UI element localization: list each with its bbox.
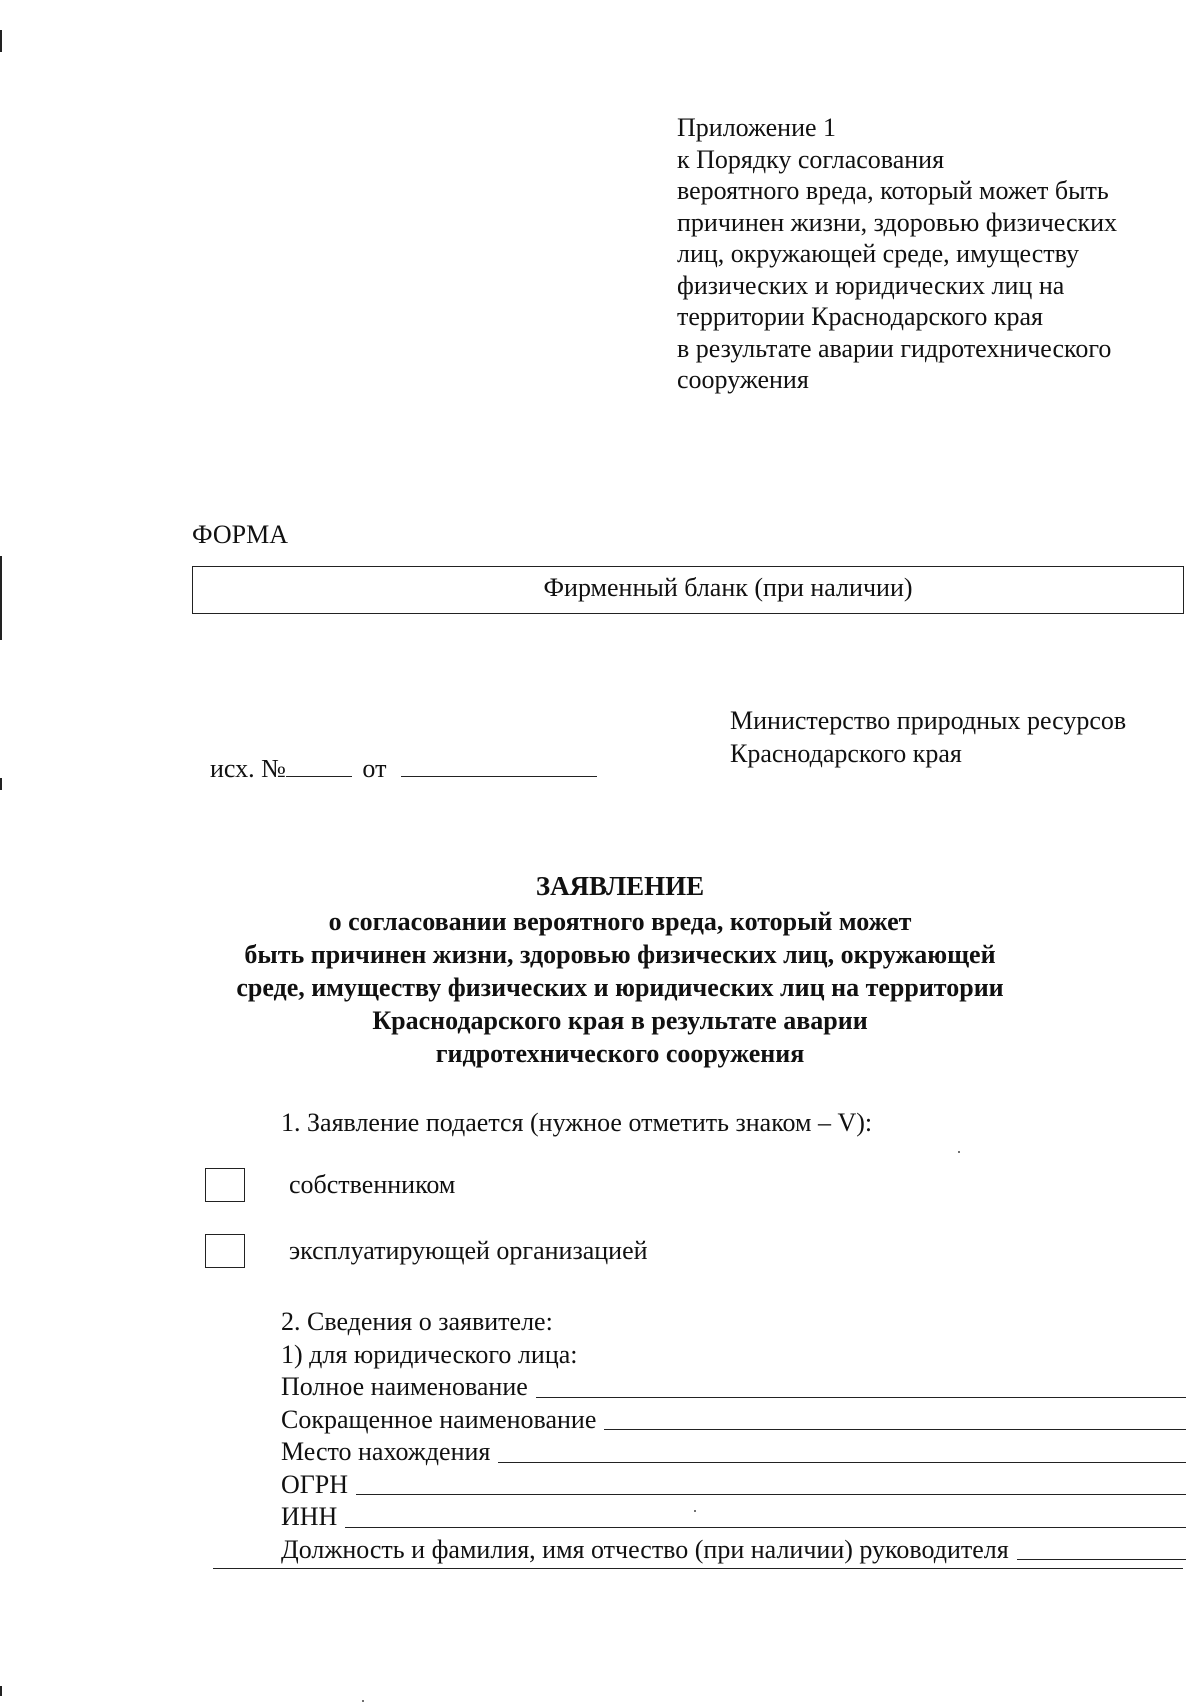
appendix-header — [677, 112, 1177, 396]
field-inn-label: ИНН — [281, 1502, 338, 1531]
field-head-input[interactable] — [1017, 1537, 1186, 1560]
appendix-line: к Порядку согласования — [677, 144, 945, 174]
option-owner-label: собственником — [289, 1170, 456, 1200]
letterhead-label: Фирменный бланк (при наличии) — [543, 573, 913, 602]
outgoing-date-field[interactable] — [401, 752, 597, 777]
field-short-name-label: Сокращенное наименование — [281, 1404, 597, 1434]
recipient-line: Краснодарского края — [730, 739, 962, 768]
field-head-continuation-line[interactable] — [213, 1566, 1183, 1569]
appendix-line: в результате аварии гидротехнического — [677, 333, 1112, 363]
scan-edge-mark — [0, 778, 2, 790]
title-line: о согласовании вероятного вреда, который может — [328, 907, 912, 936]
option-owner — [205, 1168, 455, 1202]
recipient-block — [730, 704, 1126, 770]
outgoing-number-field[interactable] — [286, 752, 352, 777]
letterhead-box — [192, 566, 1184, 614]
section-2 — [281, 1306, 1186, 1566]
field-head-label: Должность и фамилия, имя отчество (при наличии) руководителя — [281, 1534, 1009, 1564]
scan-edge-mark — [0, 556, 2, 640]
field-inn-input[interactable] — [345, 1505, 1186, 1528]
field-full-name-input[interactable] — [536, 1375, 1186, 1398]
section-2-subheading: 1) для юридического лица: — [281, 1339, 578, 1369]
field-location-label: Место нахождения — [281, 1437, 491, 1466]
appendix-line: вероятного вреда, который может быть — [677, 176, 1109, 205]
section-2-heading: 2. Сведения о заявителе: — [281, 1307, 553, 1336]
appendix-line: физических и юридических лиц на — [677, 270, 1065, 300]
scan-speck — [958, 1151, 960, 1153]
application-heading: ЗАЯВЛЕНИЕ — [535, 871, 705, 901]
scan-edge-mark — [0, 1686, 2, 1696]
field-ogrn — [281, 1469, 1186, 1502]
option-operator-label: эксплуатирующей организацией — [289, 1236, 648, 1266]
outgoing-number-label: исх. № — [210, 754, 286, 783]
appendix-line: Приложение 1 — [677, 113, 837, 142]
field-full-name — [281, 1371, 1186, 1404]
owner-checkbox[interactable] — [205, 1168, 245, 1202]
recipient-line: Министерство природных ресурсов — [730, 706, 1127, 735]
outgoing-reference — [210, 752, 597, 784]
appendix-line: сооружения — [677, 365, 809, 394]
field-head — [281, 1534, 1186, 1567]
section-1-text: 1. Заявление подается (нужное отметить знаком – V): — [281, 1108, 873, 1137]
field-short-name — [281, 1404, 1186, 1437]
form-label: ФОРМА — [192, 520, 288, 549]
title-line: Краснодарского края в результате аварии — [372, 1006, 868, 1035]
option-operator — [205, 1234, 648, 1268]
application-title — [230, 870, 1010, 1070]
operator-checkbox[interactable] — [205, 1234, 245, 1268]
field-full-name-label: Полное наименование — [281, 1372, 528, 1401]
title-line: гидротехнического сооружения — [435, 1039, 805, 1068]
scan-speck — [362, 1700, 364, 1702]
appendix-line: территории Краснодарского края — [677, 302, 1044, 331]
scan-speck — [694, 1510, 696, 1512]
title-line: быть причинен жизни, здоровью физических лиц, окружающей — [244, 940, 996, 969]
appendix-line: причинен жизни, здоровью физических — [677, 207, 1118, 237]
appendix-line: лиц, окружающей среде, имуществу — [677, 239, 1080, 268]
field-short-name-input[interactable] — [604, 1407, 1186, 1430]
field-inn — [281, 1501, 1186, 1534]
field-location-input[interactable] — [498, 1440, 1186, 1463]
title-line: среде, имуществу физических и юридических лиц на территории — [236, 973, 1004, 1002]
scan-edge-mark — [0, 30, 2, 52]
field-ogrn-label: ОГРН — [281, 1469, 349, 1499]
field-ogrn-input[interactable] — [356, 1472, 1186, 1495]
outgoing-date-label: от — [362, 754, 387, 783]
field-location — [281, 1436, 1186, 1469]
